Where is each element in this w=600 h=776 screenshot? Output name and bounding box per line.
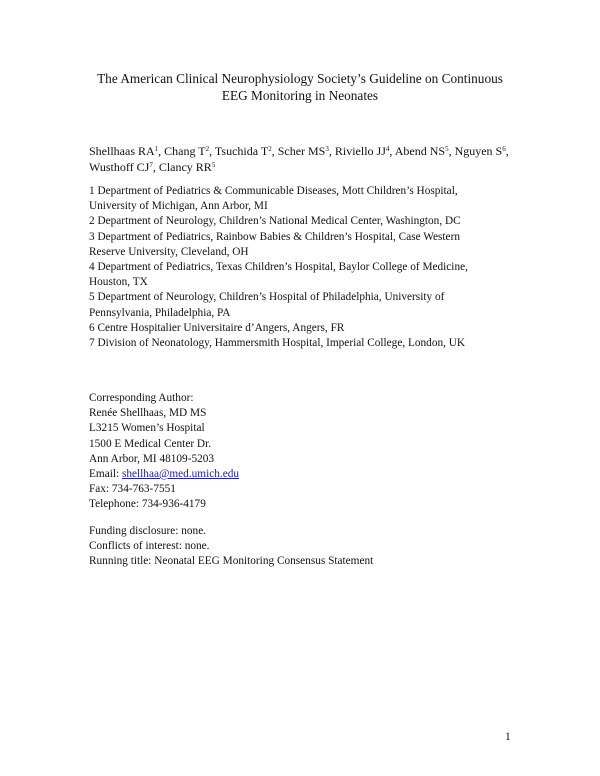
paper-title (60, 70, 540, 104)
author-affiliation-number: 2 (268, 145, 272, 153)
title-line-2: EEG Monitoring in Neonates (221, 88, 379, 103)
author-list (89, 143, 529, 175)
author-affiliation-number: 3 (325, 145, 329, 153)
affiliation-line: 4 Department of Pediatrics, Texas Children’s Hospital, Baylor College of Medicine, (89, 261, 468, 274)
affiliation-line: 5 Department of Neurology, Children’s Hospital of Philadelphia, University of (89, 291, 445, 304)
author-name: Abend NS (394, 144, 446, 158)
author-separator: , (209, 144, 215, 158)
author-affiliation-number: 2 (205, 145, 210, 153)
author-separator: , (152, 160, 159, 174)
affiliation-line: 6 Centre Hospitalier Universitaire d’Angers, Angers, FR (89, 321, 345, 334)
author-name: Chang T (164, 144, 206, 158)
author (89, 160, 159, 174)
address-line-2: 1500 E Medical Center Dr. (89, 437, 212, 450)
affiliation-line: 7 Division of Neonatology, Hammersmith Hospital, Imperial College, London, UK (89, 337, 466, 350)
affiliation-line: Reserve University, Cleveland, OH (89, 245, 249, 258)
author-separator: , (271, 144, 278, 158)
email-label: Email: (89, 468, 122, 481)
address-line-3: Ann Arbor, MI 48109-5203 (89, 452, 215, 465)
author (395, 144, 455, 158)
author (164, 144, 215, 158)
affiliation-line: Pennsylvania, Philadelphia, PA (89, 306, 231, 319)
funding-disclosure: Funding disclosure: none. (89, 525, 207, 537)
running-title: Running title: Neonatal EEG Monitoring Consensus Statement (89, 555, 374, 568)
corresponding-author-block (89, 391, 389, 513)
affiliation-line: 1 Department of Pediatrics & Communicable Diseases, Mott Children’s Hospital, (89, 185, 458, 197)
corresponding-heading: Corresponding Author: (89, 392, 194, 404)
email-link[interactable]: shellhaa@med.umich.edu (121, 468, 240, 481)
affiliation-line: University of Michigan, Ann Arbor, MI (89, 200, 268, 213)
author-affiliation-number: 5 (211, 161, 216, 169)
author-separator: , (389, 144, 395, 158)
conflicts-of-interest: Conflicts of interest: none. (89, 540, 210, 553)
author-name: Scher MS (277, 144, 326, 158)
author (89, 144, 164, 158)
email-line (89, 467, 389, 482)
corresponding-name: Renée Shellhaas, MD MS (89, 407, 207, 420)
author-name: Tsuchida T (214, 144, 269, 158)
author (278, 144, 335, 158)
disclosures-block (89, 524, 489, 570)
author-affiliation-number: 1 (154, 145, 159, 153)
author-name: Shellhaas RA (89, 144, 155, 158)
author-name: Wusthoff CJ (89, 160, 150, 174)
author-name: Riviello JJ (334, 144, 386, 158)
affiliations-list (89, 184, 519, 351)
telephone-line: Telephone: 734-936-4179 (89, 498, 206, 511)
address-line-1: L3215 Women’s Hospital (89, 422, 205, 435)
author (455, 144, 509, 158)
author-affiliation-number: 5 (445, 145, 449, 153)
author-affiliation-number: 6 (502, 145, 506, 153)
author-affiliation-number: 7 (149, 161, 153, 169)
author-separator: , (505, 144, 509, 158)
author (335, 144, 395, 158)
author-affiliation-number: 4 (385, 145, 390, 153)
author-separator: , (158, 144, 165, 158)
affiliation-line: 3 Department of Pediatrics, Rainbow Babies & Children’s Hospital, Case Western (89, 230, 460, 243)
author-separator: , (328, 144, 335, 158)
author-separator: , (448, 144, 455, 158)
affiliation-line: Houston, TX (89, 276, 148, 289)
title-line-1: The American Clinical Neurophysiology Society’s Guideline on Continuous (97, 71, 503, 86)
affiliation-line: 2 Department of Neurology, Children’s National Medical Center, Washington, DC (89, 215, 461, 228)
author (215, 144, 278, 158)
author (159, 160, 216, 174)
fax-line: Fax: 734-763-7551 (89, 483, 176, 496)
page-number: 1 (505, 731, 511, 743)
author-name: Clancy RR (158, 160, 212, 174)
author-name: Nguyen S (454, 144, 503, 158)
